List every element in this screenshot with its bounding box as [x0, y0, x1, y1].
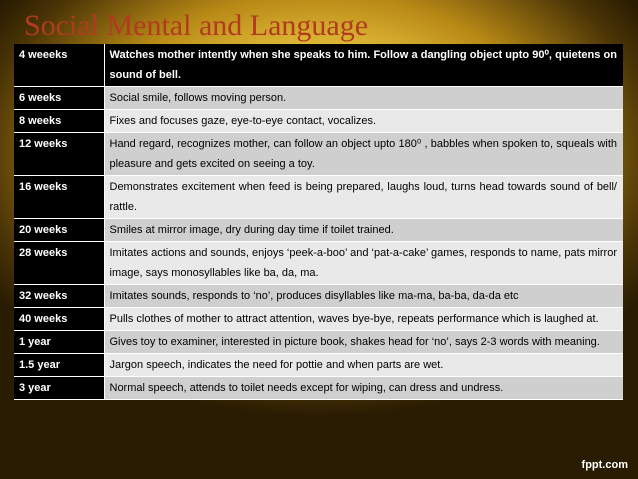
milestone-cell: Pulls clothes of mother to attract attention, waves bye-bye, repeats performance which is laughed at.	[104, 308, 623, 331]
milestone-cell: Imitates sounds, responds to ‘no’, produces disyllables like ma-ma, ba-ba, da-da etc	[104, 285, 623, 308]
table-row	[14, 133, 623, 176]
milestones-table	[14, 44, 623, 400]
milestone-cell: Normal speech, attends to toilet needs except for wiping, can dress and undress.	[104, 377, 623, 400]
table-row	[14, 377, 623, 400]
age-cell: 12 weeks	[14, 133, 104, 176]
milestone-cell: Hand regard, recognizes mother, can follow an object upto 180⁰ , babbles when spoken to, squeals with pleasure and gets excited on seeing a toy.	[104, 133, 623, 176]
age-cell: 6 weeks	[14, 87, 104, 110]
table-row	[14, 308, 623, 331]
milestone-cell: Watches mother intently when she speaks to him. Follow a dangling object upto 90⁰, quietens on sound of bell.	[104, 44, 623, 87]
milestone-cell: Demonstrates excitement when feed is being prepared, laughs loud, turns head towards sound of bell/ rattle.	[104, 176, 623, 219]
table-row	[14, 87, 623, 110]
table-row	[14, 354, 623, 377]
table-row	[14, 242, 623, 285]
table-row	[14, 285, 623, 308]
age-cell: 1 year	[14, 331, 104, 354]
age-cell: 20 weeks	[14, 219, 104, 242]
age-cell: 1.5 year	[14, 354, 104, 377]
table-row	[14, 219, 623, 242]
age-cell: 32 weeks	[14, 285, 104, 308]
age-cell: 4 weeeks	[14, 44, 104, 87]
age-cell: 16 weeks	[14, 176, 104, 219]
table-row	[14, 44, 623, 87]
milestone-cell: Jargon speech, indicates the need for pottie and when parts are wet.	[104, 354, 623, 377]
age-cell: 8 weeks	[14, 110, 104, 133]
footer-brand: fppt.com	[581, 459, 628, 471]
table-row	[14, 331, 623, 354]
milestone-cell: Imitates actions and sounds, enjoys ‘peek-a-boo’ and ‘pat-a-cake’ games, responds to name, pats mirror image, says monosyllables like ba, da, ma.	[104, 242, 623, 285]
table-row	[14, 176, 623, 219]
milestone-cell: Gives toy to examiner, interested in picture book, shakes head for ‘no’, says 2-3 words with meaning.	[104, 331, 623, 354]
table-row	[14, 110, 623, 133]
age-cell: 40 weeks	[14, 308, 104, 331]
milestone-cell: Smiles at mirror image, dry during day time if toilet trained.	[104, 219, 623, 242]
slide-title: Social Mental and Language	[24, 9, 369, 42]
milestone-cell: Fixes and focuses gaze, eye-to-eye contact, vocalizes.	[104, 110, 623, 133]
age-cell: 28 weeks	[14, 242, 104, 285]
age-cell: 3 year	[14, 377, 104, 400]
milestone-cell: Social smile, follows moving person.	[104, 87, 623, 110]
